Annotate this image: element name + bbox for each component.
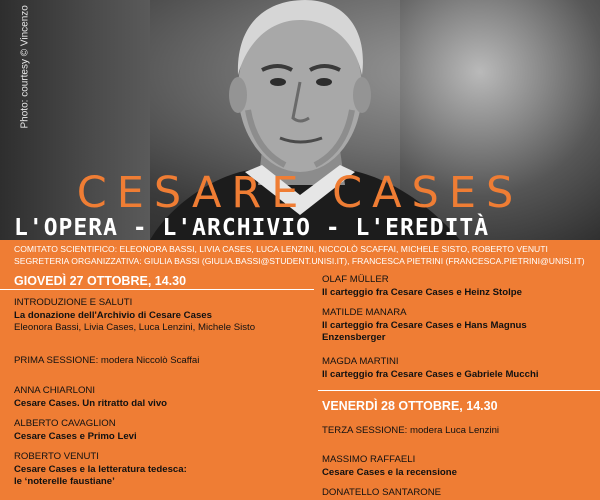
session-three-heading: TERZA SESSIONE: modera Luca Lenzini — [322, 425, 500, 436]
speaker-name: OLAF MÜLLER — [322, 274, 389, 285]
speaker-name: MASSIMO RAFFAELI — [322, 454, 416, 465]
talk-block — [322, 274, 522, 299]
speaker-name: MATILDE MANARA — [322, 307, 407, 318]
talk-block — [322, 307, 527, 345]
intro-talk: La donazione dell'Archivio di Cesare Cases — [14, 309, 212, 321]
photo-credit: Photo: courtesy © Vincenzo — [19, 5, 31, 129]
talk-title: Cesare Cases e Primo Levi — [14, 430, 137, 442]
talk-block — [14, 451, 187, 489]
talk-title: Cesare Cases e la letteratura tedesca: — [14, 463, 187, 475]
intro-people: Eleonora Bassi, Livia Cases, Luca Lenzini, Michele Sisto — [14, 322, 256, 334]
talk-title: Il carteggio fra Cesare Cases e Heinz Stolpe — [322, 286, 522, 298]
intro-label: INTRODUZIONE E SALUTI — [14, 297, 133, 308]
talk-title: Cesare Cases e la recensione — [322, 466, 457, 478]
day-heading-friday: VENERDÌ 28 OTTOBRE, 14.30 — [322, 399, 498, 413]
speaker-name: MAGDA MARTINI — [322, 356, 399, 367]
talk-title-continued: Enzensberger — [322, 332, 386, 344]
organizing-secretariat: SEGRETERIA ORGANIZZATIVA: GIULIA BASSI (GIULIA.BASSI@STUDENT.UNISI.IT), FRANCESCA PIETRINI (FRANCESCA.PIETRINI@UNISI.IT) — [14, 256, 585, 266]
section-divider — [0, 289, 314, 290]
speaker-name: ANNA CHIARLONI — [14, 385, 96, 396]
section-divider — [318, 390, 600, 391]
talk-block — [14, 418, 137, 443]
talk-title: Il carteggio fra Cesare Cases e Gabriele Mucchi — [322, 368, 539, 380]
talk-title-continued: le ‘noterelle faustiane’ — [14, 476, 115, 488]
event-subtitle: L'OPERA - L'ARCHIVIO - L'EREDITÀ — [14, 215, 490, 241]
scientific-committee: COMITATO SCIENTIFICO: ELEONORA BASSI, LIVIA CASES, LUCA LENZINI, NICCOLÒ SCAFFAI, MICHELE SISTO, ROBERTO VENUTI — [14, 244, 548, 254]
talk-block — [322, 454, 457, 479]
talk-block — [14, 385, 167, 410]
speaker-name: DONATELLO SANTARONE — [322, 487, 442, 498]
speaker-name: ALBERTO CAVAGLION — [14, 418, 116, 429]
event-title: CESARE CASES — [76, 168, 524, 218]
talk-title: Cesare Cases. Un ritratto dal vivo — [14, 397, 168, 409]
talk-block — [322, 356, 539, 381]
talk-title: Il carteggio fra Cesare Cases e Hans Magnus — [322, 319, 527, 331]
day-heading-thursday: GIOVEDÌ 27 OTTOBRE, 14.30 — [14, 274, 187, 288]
talk-block — [322, 487, 441, 500]
speaker-name: ROBERTO VENUTI — [14, 451, 99, 462]
session-one-heading: PRIMA SESSIONE: modera Niccolò Scaffai — [14, 355, 200, 366]
intro-block — [14, 297, 255, 335]
